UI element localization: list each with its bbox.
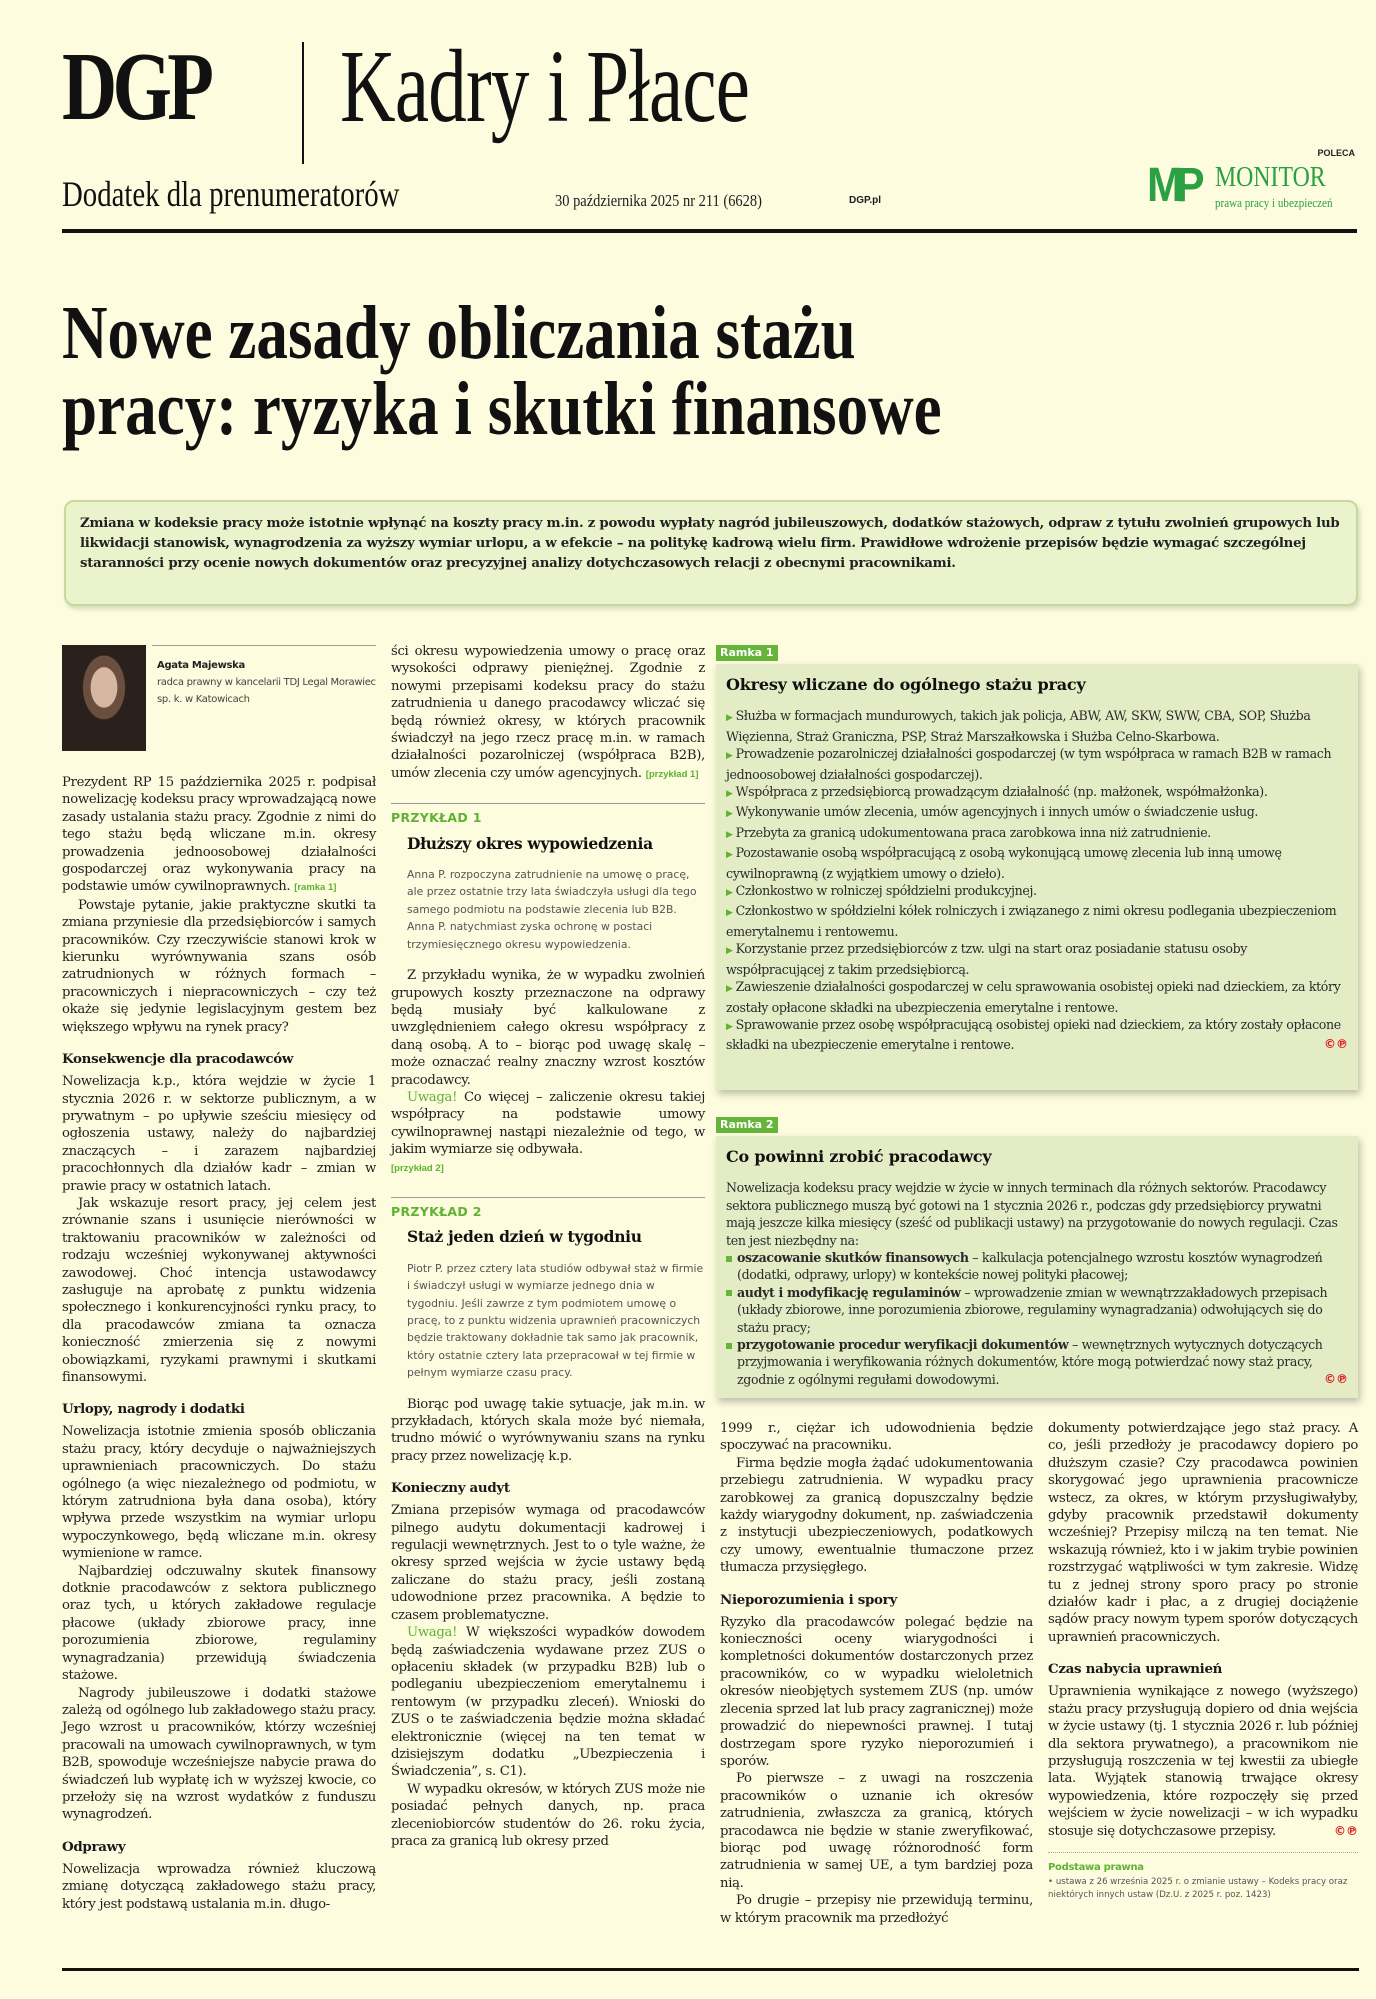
- triangle-bullet-icon: ▶: [726, 984, 733, 995]
- legal-basis-title: Podstawa prawna: [1048, 1861, 1144, 1873]
- example-body: Anna P. rozpoczyna zatrudnienie na umowę o pracę, ale przez ostatnie trzy lata świadczyła usługi dla tego samego podmiotu na podstawie zlecenia lub B2B. Anna P. natychmiast zyska ochronę w postaci trzymiesięcznego okresu wypowiedzenia.: [407, 868, 697, 951]
- legal-basis-body: • ustawa z 26 września 2025 r. o zmianie ustawy – Kodeks pracy oraz niektórych innych ustaw (Dz.U. z 2025 r. poz. 1423): [1048, 1877, 1348, 1901]
- paragraph: Jak wskazuje resort pracy, jej celem jest zrównanie szans i usunięcie nierówności w traktowaniu pracowników w zależności od rodzaju wcześniej wykonywanej aktywności zawodowej. Choć intencja ustawodawcy zasługuje na aprobatę z punktu widzenia społecznego i konkurencyjności rynku pracy, to dla pracodawców zmiana ta oznacza konieczność zmierzenia się z nowymi obowiązkami, ryzykami prawnymi i skutkami finansowymi.: [62, 1195, 376, 1385]
- list-item: przygotowanie procedur weryfikacji dokumentów – wewnętrznych wytycznych dotyczących przyjmowania i weryfikowania różnych dokumentów, które mogą potwierdzać nowy staż pracy, zgodnie z ogólnymi regułami dowodowymi. ©℗: [726, 1336, 1348, 1388]
- subheading: Konsekwencje dla pracodawców: [62, 1051, 294, 1068]
- masthead-divider: [302, 42, 304, 164]
- example-1-link[interactable]: [przykład 1]: [645, 768, 699, 780]
- triangle-bullet-icon: ▶: [726, 713, 733, 724]
- list-item: ▶ Służba w formacjach mundurowych, takich jak policja, ABW, AW, SKW, SWW, CBA, SOP, Służba Więzienna, Straż Graniczna, PSP, Straż Marszałkowska i Służba Celno-Skarbowa.: [726, 708, 1311, 744]
- list-item: ▶ Członkostwo w spółdzielni kółek rolniczych i związanego z nimi okresu podlegania ubezpieczeniom emerytalnemu i rentowemu.: [726, 903, 1337, 939]
- paragraph: Ryzyko dla pracodawców polegać będzie na konieczności oceny wiarygodności i kompletności dokumentów dostarczonych przez pracowników, co w wypadku wieloletnich okresów nieobjętych systemem ZUS (np. umów zlecenia sprzed lat lub pracy zagranicznej) może prowadzić do niepewności prawnej. I tutaj dostrzegam spore ryzyko nieporozumień i sporów.: [720, 1614, 1033, 1769]
- subheading: Konieczny audyt: [391, 1480, 510, 1497]
- supplement-subtitle: Dodatek dla prenumeratorów: [62, 174, 400, 214]
- author-role: radca prawny w kancelarii TDJ Legal Morawiec sp. k. w Katowicach: [157, 677, 376, 705]
- example-2-box: [391, 1197, 705, 1382]
- article-lead: Zmiana w kodeksie pracy może istotnie wpłynąć na koszty pracy m.in. z powodu wypłaty nagród jubileuszowych, dodatków stażowych, odpraw z tytułu zwolnień grupowych lub likwidacji stanowisk, wynagrodzenia za wyższy wymiar urlopu, a w efekcie – na politykę kadrową wielu firm. Prawidłowe wdrożenie przepisów będzie wymagać szczególnej staranności przy ocenie nowych dokumentów oraz precyzyjnej analizy dotychczasowych relacji z obecnymi pracownikami.: [64, 500, 1358, 606]
- paragraph: Uprawnienia wynikające z nowego (wyższego) stażu pracy przysługują dopiero od dnia wejścia w życie ustawy (tj. 1 stycznia 2026 r. lub później dla sektora prywatnego), a pracownikom nie przysługują roszczenia w tej kwestii za ubiegłe lata. Wyjątek stanowią trwające okresy wypowiedzenia, które rozpoczęły się przed wejściem w życie nowelizacji – w ich wypadku stosuje się dotychczasowe przepisy. ©℗: [1048, 1684, 1358, 1839]
- column-1: [62, 642, 376, 1913]
- triangle-bullet-icon: ▶: [726, 850, 733, 861]
- copyright-icon: ©℗: [1324, 1371, 1348, 1386]
- triangle-bullet-icon: ▶: [726, 789, 733, 800]
- author-box: [62, 642, 376, 762]
- paragraph: 1999 r., ciężar ich udowodnienia będzie spoczywać na pracowniku.: [720, 1421, 1033, 1454]
- example-body: Piotr P. przez cztery lata studiów odbywał staż w firmie i świadczył usługi w wymiarze jednego dnia w tygodniu. Jeśli zawrze z tym podmiotem umowę o pracę, to z punktu widzenia uprawnień pracowniczych będzie traktowany dokładnie tak samo jak pracownik, który ostatnie cztery lata przepracował w tej firmie w pełnym wymiarze czasu pracy.: [407, 1261, 704, 1380]
- subheading: Odprawy: [62, 1838, 126, 1855]
- example-2-link[interactable]: [przykład 2]: [391, 1162, 444, 1174]
- ramka-1-tag: Ramka 1: [716, 645, 778, 661]
- paragraph: Najbardziej odczuwalny skutek finansowy dotknie pracodawców z sektora publicznego oraz tych, u których zakładowe regulacje płacowe (układy zbiorowe pracy, inne porozumienia zbiorowe, regulaminy wynagradzania) przewidują świadczenia stażowe.: [62, 1563, 376, 1684]
- site-link[interactable]: DGP.pl: [849, 195, 882, 206]
- warning-label: Uwaga!: [407, 1625, 458, 1641]
- ramka-2-tag: Ramka 2: [716, 1117, 778, 1133]
- ramka-intro: Nowelizacja kodeksu pracy wejdzie w życie w innych terminach dla różnych sektorów. Pracodawcy sektora publicznego muszą być gotowi na 1 stycznia 2026 r., podczas gdy przedsiębiorcy prywatni mają jeszcze kilka miesięcy (sześć od publikacji ustawy) na przygotowanie do nowych regulacji. Czas ten jest niezbędny na:: [726, 1180, 1338, 1248]
- warning-label: Uwaga!: [407, 1089, 458, 1105]
- list-item: audyt i modyfikację regulaminów – wprowadzenie zmian w wewnątrzzakładowych przepisach (układy zbiorowe, inne porozumienia zbiorowe, regulaminy wynagradzania) odwołujących się do stażu pracy;: [726, 1284, 1348, 1336]
- paragraph: Po drugie – przepisy nie przewidują terminu, w którym pracownik ma przedłożyć: [720, 1893, 1033, 1926]
- partner-tagline: prawa pracy i ubezpieczeń: [1215, 195, 1333, 210]
- article-headline: [62, 291, 1307, 451]
- triangle-bullet-icon: ▶: [726, 946, 733, 957]
- triangle-bullet-icon: ▶: [726, 809, 733, 820]
- paragraph: Nowelizacja k.p., która wejdzie w życie 1 stycznia 2026 r. w sektorze publicznym, a w prywatnym – po upływie sześciu miesięcy od ogłoszenia ustawy, należy do najbardziej znaczących – i zarazem najbardziej pracochłonnych dla działów kadr – zmian w prawie pracy w ostatnich latach.: [62, 1074, 376, 1194]
- paragraph: Powstaje pytanie, jakie praktyczne skutki ta zmiana przyniesie dla przedsiębiorców i samych pracowników. Czy rzeczywiście stanowi krok w kierunku wyrównywania szans osób zatrudnionych w różnych formach – pracowniczych i niepracowniczych – czy też okaże się jedynie legislacyjnym gestem bez większego wpływu na rynek pracy?: [62, 897, 376, 1035]
- column-2: [391, 643, 705, 1850]
- masthead-rule: [62, 229, 1357, 233]
- list-item: ▶ Przebyta za granicą udokumentowana praca zarobkowa inna niż zatrudnienie.: [726, 824, 1211, 840]
- issue-date: 30 października 2025 nr 211 (6628): [555, 191, 762, 210]
- example-title: Dłuższy okres wypowiedzenia: [407, 833, 653, 853]
- paragraph: Firma będzie mogła żądać udokumentowania przebiegu zatrudnienia. W wypadku pracy zarobkowej za granicą dopuszczalny będzie każdy wiarygodny dokument, np. zaświadczenia z instytucji ubezpieczeniowych, podatkowych czy umowy, ewentualnie tłumaczone przez tłumacza przysięgłego.: [720, 1455, 1033, 1576]
- example-title: Staż jeden dzień w tygodniu: [407, 1227, 642, 1247]
- copyright-icon: ©℗: [1324, 1037, 1348, 1052]
- list-item: oszacowanie skutków finansowych – kalkulacja potencjalnego wzrostu kosztów wynagrodzeń (dodatki, odprawy, urlopy) w kontekście nowej polityki płacowej;: [726, 1249, 1348, 1284]
- ramka-2-box: [716, 1136, 1358, 1398]
- example-label: PRZYKŁAD 1: [391, 810, 482, 826]
- paragraph: Uwaga! Co więcej – zaliczenie okresu takiej współpracy na podstawie umowy cywilnoprawnej nastąpi niezależnie od tego, w jakim wymiarze się odbywała. [przykład 2]: [391, 1089, 705, 1174]
- headline-line-1: Nowe zasady obliczania stażu: [62, 291, 856, 375]
- column-4: [1048, 1420, 1358, 1902]
- author-name: Agata Majewska: [157, 660, 245, 671]
- brand-logo[interactable]: DGP: [62, 33, 210, 141]
- paragraph: ści okresu wypowiedzenia umowy o pracę oraz wysokości odprawy pieniężnej. Zgodnie z nowymi przepisami kodeksu pracy do stażu zatrudnienia u danego pracodawcy wliczać się będą również okresy, w których pracownik świadczył na jego rzecz pracę m.in. w ramach działalności pozarolniczej (współpraca B2B), umów zlecenia czy umów agencyjnych. [przykład 1]: [391, 644, 705, 781]
- ramka-title: Okresy wliczane do ogólnego stażu pracy: [726, 675, 1086, 694]
- subheading: Czas nabycia uprawnień: [1048, 1661, 1223, 1678]
- author-photo: [62, 645, 146, 751]
- ramka-list: [726, 707, 1348, 1053]
- section-title: Kadry i Płace: [340, 29, 750, 144]
- square-bullet-icon: [726, 1256, 732, 1262]
- ramka-title: Co powinni zrobić pracodawcy: [726, 1147, 992, 1166]
- list-item: ▶ Sprawowanie przez osobę współpracującą osobistej opieki nad dzieckiem, za który zostały opłacone składki na ubezpieczenie emerytalne i rentowe. ©℗: [726, 1016, 1348, 1053]
- paragraph: Prezydent RP 15 października 2025 r. podpisał nowelizację kodeksu pracy wprowadzającą nowe zasady ustalania stażu pracy. Zgodnie z nimi do tego stażu będą wliczane m.in. okresy prowadzenia jednoosobowej działalności gospodarczej oraz wykonywania pracy na podstawie umów cywilnoprawnych. [ramka 1]: [62, 775, 376, 895]
- legal-basis: [1048, 1852, 1358, 1902]
- partner-name: MONITOR: [1215, 162, 1326, 193]
- triangle-bullet-icon: ▶: [726, 1021, 733, 1032]
- paragraph: Z przykładu wynika, że w wypadku zwolnień grupowych koszty przeznaczone na odprawy będą musiały być kalkulowane z uwzględnieniem całego okresu współpracy z daną osobą. A to – biorąc pod uwagę skalę – może oznaczać realny znaczny wzrost kosztów pracodawcy.: [391, 968, 705, 1088]
- triangle-bullet-icon: ▶: [726, 829, 733, 840]
- list-item: ▶ Korzystanie przez przedsiębiorców z tzw. ulgi na start oraz posiadanie statusu osoby współpracującej z takim przedsiębiorcą.: [726, 941, 1248, 977]
- triangle-bullet-icon: ▶: [726, 751, 733, 762]
- paragraph: Po pierwsze – z uwagi na roszczenia pracowników o uznanie ich okresów zatrudnienia, zwłaszcza za granicą, których pracodawca nie będzie w stanie zweryfikować, biorąc pod uwagę różnorodność form zatrudnienia w samej UE, a tym bardziej poza nią.: [720, 1771, 1033, 1891]
- copyright-icon: ©℗: [1334, 1823, 1358, 1838]
- list-item: ▶ Prowadzenie pozarolniczej działalności gospodarczej (w tym współpraca w ramach B2B w ramach jednoosobowej działalności gospodarczej).: [726, 746, 1332, 782]
- triangle-bullet-icon: ▶: [726, 908, 733, 919]
- square-bullet-icon: [726, 1343, 732, 1349]
- list-item: ▶ Zawieszenie działalności gospodarczej w celu sprawowania osobistej opieki nad dzieckiem, za który zostały opłacone składki na ubezpieczenia emerytalne i rentowe.: [726, 979, 1341, 1015]
- paragraph: Zmiana przepisów wymaga od pracodawców pilnego audytu dokumentacji kadrowej i regulacji wewnętrznych. Jest to o tyle ważne, że okresy sprzed wejścia w życie ustawy będą zaliczane do stażu pracy, jeśli zostaną udowodnione przez pracownika. A będzie to czasem problematyczne.: [391, 1503, 705, 1623]
- mp-logo-icon: MP: [1147, 159, 1198, 212]
- paragraph: W wypadku okresów, w których ZUS może nie posiadać pełnych danych, np. praca zleceniobiorców studentów do 26. roku życia, praca za granicą lub okresy przed: [391, 1781, 705, 1849]
- subheading: Nieporozumienia i spory: [720, 1591, 897, 1608]
- author-rule: [152, 645, 376, 646]
- square-bullet-icon: [726, 1290, 732, 1296]
- ramka-1-link[interactable]: [ramka 1]: [294, 882, 337, 894]
- paragraph: Nowelizacja wprowadza również kluczową zmianę dotyczącą zakładowego stażu pracy, który jest podstawą ustalania m.in. długo-: [62, 1861, 376, 1912]
- paragraph: Nowelizacja istotnie zmienia sposób obliczania stażu pracy, który decyduje o najważniejszych uprawnieniach pracowniczych. Do stażu ogólnego (a więc niezależnego od podmiotu, w którym zatrudniona była dana osoba), który wpływa przede wszystkim na wymiar urlopu wypoczynkowego, będą wliczane m.in. okresy wymienione w ramce.: [62, 1424, 376, 1562]
- partner-logo[interactable]: [1147, 148, 1357, 228]
- paragraph: Uwaga! W większości wypadków dowodem będą zaświadczenia wydawane przez ZUS o opłaceniu składek (w przypadku B2B) lub o podleganiu ubezpieczeniom emerytalnemu i rentowym (w przypadku zleceń). Wnioski do ZUS o te zaświadczenia będzie można składać elektronicznie (więcej na ten temat w dzisiejszym dodatku „Ubezpieczenia i Świadczenia”, s. C1).: [391, 1625, 705, 1780]
- partner-label: POLECA: [1317, 148, 1355, 158]
- example-label: PRZYKŁAD 2: [391, 1203, 482, 1219]
- list-item: ▶ Współpraca z przedsiębiorcą prowadzącym działalność (np. małżonek, współmałżonka).: [726, 784, 1268, 800]
- list-item: ▶ Pozostawanie osobą współpracującą z osobą wykonującą umowę zlecenia lub inną umowę cywilnoprawną (z wyjątkiem umowy o dzieło).: [726, 845, 1282, 881]
- triangle-bullet-icon: ▶: [726, 888, 733, 899]
- list-item: ▶ Wykonywanie umów zlecenia, umów agencyjnych i innych umów o świadczenie usług.: [726, 804, 1259, 820]
- paragraph: dokumenty potwierdzające jego staż pracy. A co, jeśli przedłoży je pracodawcy dopiero po dłuższym czasie? Czy pracodawca powinien skorygować jego uprawnienia pracownicze wstecz, za okres, w którym przysługiwałyby, gdyby pracownik przedstawił dokumenty wcześniej? Przepisy milczą na ten temat. Nie wskazują również, kto i w jakim trybie powinien rozstrzygać wątpliwości w tym zakresie. Widzę tu z jednej strony sporo pracy po stronie działów kadr i płac, a z drugiej dociążenie sądów pracy nowym typem sporów dotyczących uprawnień pracowniczych.: [1048, 1421, 1358, 1645]
- headline-line-2: pracy: ryzyka i skutki finansowe: [62, 367, 942, 451]
- paragraph: Nagrody jubileuszowe i dodatki stażowe zależą od ogólnego lub zakładowego stażu pracy. Jego wzrost u pracowników, którzy wcześniej pracowali na umowach cywilnoprawnych, w tym B2B, spowoduje wcześniejsze nabycie prawa do świadczeń lub wypłatę ich w wyższej kwocie, co przełoży się na wzrost wydatków z funduszu wynagrodzeń.: [62, 1685, 376, 1823]
- list-item: ▶ Członkostwo w rolniczej spółdzielni produkcyjnej.: [726, 883, 1037, 899]
- bullet-dot-icon: •: [1048, 1877, 1056, 1888]
- example-1-box: [391, 803, 705, 953]
- paragraph: Biorąc pod uwagę takie sytuacje, jak m.in. w przykładach, których skala może być niemała, trudno mówić o wyrównywaniu szans na rynku pracy przez nowelizację k.p.: [391, 1396, 705, 1464]
- subheading: Urlopy, nagrody i dodatki: [62, 1401, 245, 1418]
- footer-rule: [62, 1968, 1359, 1971]
- masthead: [62, 30, 1357, 230]
- ramka-1-box: [716, 664, 1358, 1090]
- column-3: [720, 1420, 1033, 1927]
